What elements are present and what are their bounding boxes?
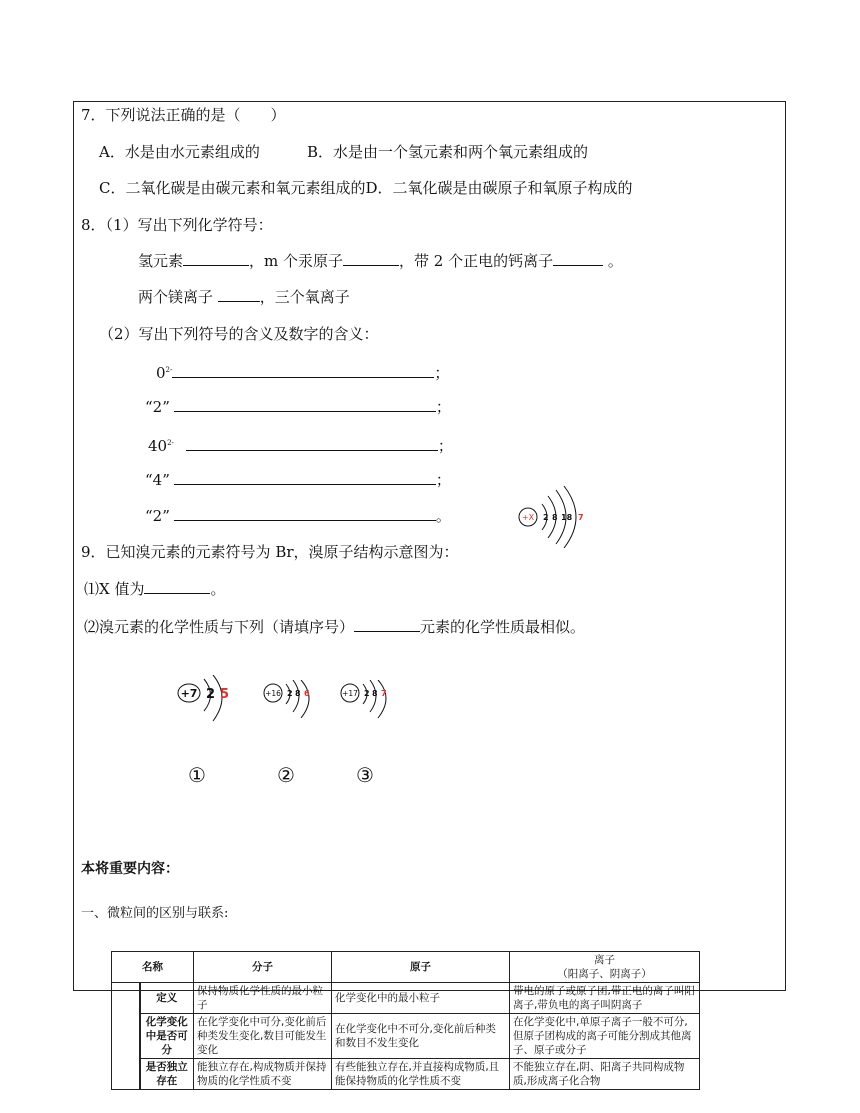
item-end: 。 <box>435 507 451 525</box>
table-cell: 能独立存在,构成物质并保持物质的化学性质不变 <box>194 1059 332 1090</box>
bromine-atom-diagram <box>512 484 592 548</box>
q8-item-2 <box>145 397 451 417</box>
q9-part2-text: ⑵溴元素的化学性质与下列（请填序号） <box>84 618 355 636</box>
table-cell: 保持物质化学性质的最小粒子 <box>194 983 332 1014</box>
table-row <box>112 1059 700 1090</box>
q8-stem: 8．（1）写出下列化学符号： <box>81 216 273 234</box>
electron-shell <box>378 680 386 718</box>
shell-count: 2 <box>206 687 216 702</box>
particle-comparison-table <box>111 951 700 1090</box>
q9-stem: 9．已知溴元素的元素符号为 Br，溴原子结构示意图为： <box>81 543 459 561</box>
header-name: 名称 <box>112 952 194 983</box>
q8-item-4 <box>145 470 451 490</box>
row-label: 化学变化中是否可分 <box>140 1014 194 1059</box>
q8-item-3 <box>148 433 453 456</box>
answer-blank[interactable] <box>354 617 420 632</box>
table-cell: 在化学变化中不可分,变化前后种类和数目不发生变化 <box>332 1014 510 1059</box>
shell-count: 8 <box>372 689 378 698</box>
item-charge: 2- <box>167 439 174 447</box>
answer-blank[interactable] <box>144 579 210 594</box>
answer-blank[interactable] <box>186 436 438 451</box>
q7-option-b: B．水是由一个氢元素和两个氧元素组成的 <box>307 143 589 161</box>
shell-count: 7 <box>381 689 387 698</box>
answer-blank[interactable] <box>218 287 260 302</box>
table-cell: 化学变化中的最小粒子 <box>332 983 510 1014</box>
shell-count: 18 <box>561 513 573 522</box>
table-cell: 不能独立存在,阴、阳离子共同构成物质,形成离子化合物 <box>510 1059 700 1090</box>
table-cell: 带电的原子或原子团,带正电的离子叫阳离子,带负电的离子叫阴离子 <box>510 983 700 1014</box>
q8-row1-end: 。 <box>603 252 623 270</box>
shell-count: 2 <box>364 689 370 698</box>
answer-blank[interactable] <box>183 251 249 266</box>
answer-blank[interactable] <box>172 363 434 378</box>
section-heading: 一、微粒间的区别与联系: <box>81 906 229 921</box>
q8-row1-b: ，m 个汞原子 <box>249 252 344 270</box>
atom-number-3: ③ <box>356 763 374 787</box>
q7-stem: 7．下列说法正确的是（ ） <box>81 106 286 124</box>
q8-row2-a: 两个镁离子 <box>138 288 218 306</box>
table-header-row <box>112 952 700 983</box>
item-end: ； <box>434 364 450 382</box>
q9-part1-text: ⑴X 值为 <box>84 580 145 598</box>
q9-part2-end: 元素的化学性质最相似。 <box>420 618 586 636</box>
q8-sub2: （2）写出下列符号的含义及数字的含义： <box>99 325 379 343</box>
item-label: “2” <box>145 507 170 525</box>
q8-row2-b: ，三个氧离子 <box>259 288 350 306</box>
atom-diagram-3 <box>338 680 400 720</box>
item-end: ； <box>435 398 451 416</box>
shell-count: 6 <box>304 689 310 698</box>
atom-number-1: ① <box>188 763 206 787</box>
item-label: 40 <box>148 437 168 455</box>
q9-part2 <box>84 617 585 637</box>
nucleus-label: +X <box>521 513 535 522</box>
q9-part1-end: 。 <box>210 580 226 598</box>
table-row <box>112 983 700 1014</box>
shell-count: 7 <box>578 513 584 522</box>
row-label: 是否独立存在 <box>140 1059 194 1090</box>
answer-blank[interactable] <box>174 506 436 521</box>
atom-diagram-1 <box>175 675 235 725</box>
q9-part1 <box>84 579 225 599</box>
item-charge: 2- <box>165 366 173 374</box>
q8-row2 <box>138 287 350 307</box>
nucleus-label: +7 <box>180 687 198 700</box>
q8-item-1 <box>156 360 449 383</box>
q8-item-5 <box>145 506 451 526</box>
header-atom: 原子 <box>332 952 510 983</box>
nucleus-label: +16 <box>265 689 281 698</box>
shell-count: 8 <box>295 689 301 698</box>
table-row <box>112 1014 700 1059</box>
shell-count: 2 <box>287 689 293 698</box>
item-label: 0 <box>156 364 166 382</box>
atom-number-2: ② <box>277 763 295 787</box>
answer-blank[interactable] <box>553 251 603 266</box>
q8-row1-c: ，带 2 个正电的钙离子 <box>399 252 554 270</box>
answer-blank[interactable] <box>343 251 399 266</box>
q8-row1 <box>138 251 623 271</box>
answer-blank[interactable] <box>174 470 436 485</box>
shell-count: 8 <box>552 513 558 522</box>
atom-diagram-2 <box>261 680 323 720</box>
row-label: 定义 <box>140 983 194 1014</box>
electron-shell <box>301 680 309 718</box>
q8-row1-a: 氢元素 <box>138 252 184 270</box>
table-side-cell <box>112 983 140 1090</box>
table-cell: 在化学变化中可分,变化前后种类发生变化,数目可能发生变化 <box>194 1014 332 1059</box>
table-cell: 有些能独立存在,并直接构成物质,且能保持物质的化学性质不变 <box>332 1059 510 1090</box>
table-cell: 在化学变化中,单原子离子一般不可分,但原子团构成的离子可能分割成其他离子、原子或分子 <box>510 1014 700 1059</box>
shell-count: 2 <box>543 513 549 522</box>
answer-blank[interactable] <box>174 397 436 412</box>
important-heading: 本将重要内容： <box>81 861 179 877</box>
item-label: “4” <box>145 471 170 489</box>
header-molecule: 分子 <box>194 952 332 983</box>
item-end: ； <box>437 437 453 455</box>
shell-count: 5 <box>220 687 230 702</box>
item-label: “2” <box>145 398 170 416</box>
q7-option-cd: C．二氧化碳是由碳元素和氧元素组成的D．二氧化碳是由碳原子和氧原子构成的 <box>99 179 633 197</box>
item-end: ； <box>435 471 451 489</box>
header-ion: 离子 （阳离子、阴离子） <box>510 952 700 983</box>
q7-option-a: A．水是由水元素组成的 <box>99 143 260 161</box>
nucleus-label: +17 <box>342 689 358 698</box>
